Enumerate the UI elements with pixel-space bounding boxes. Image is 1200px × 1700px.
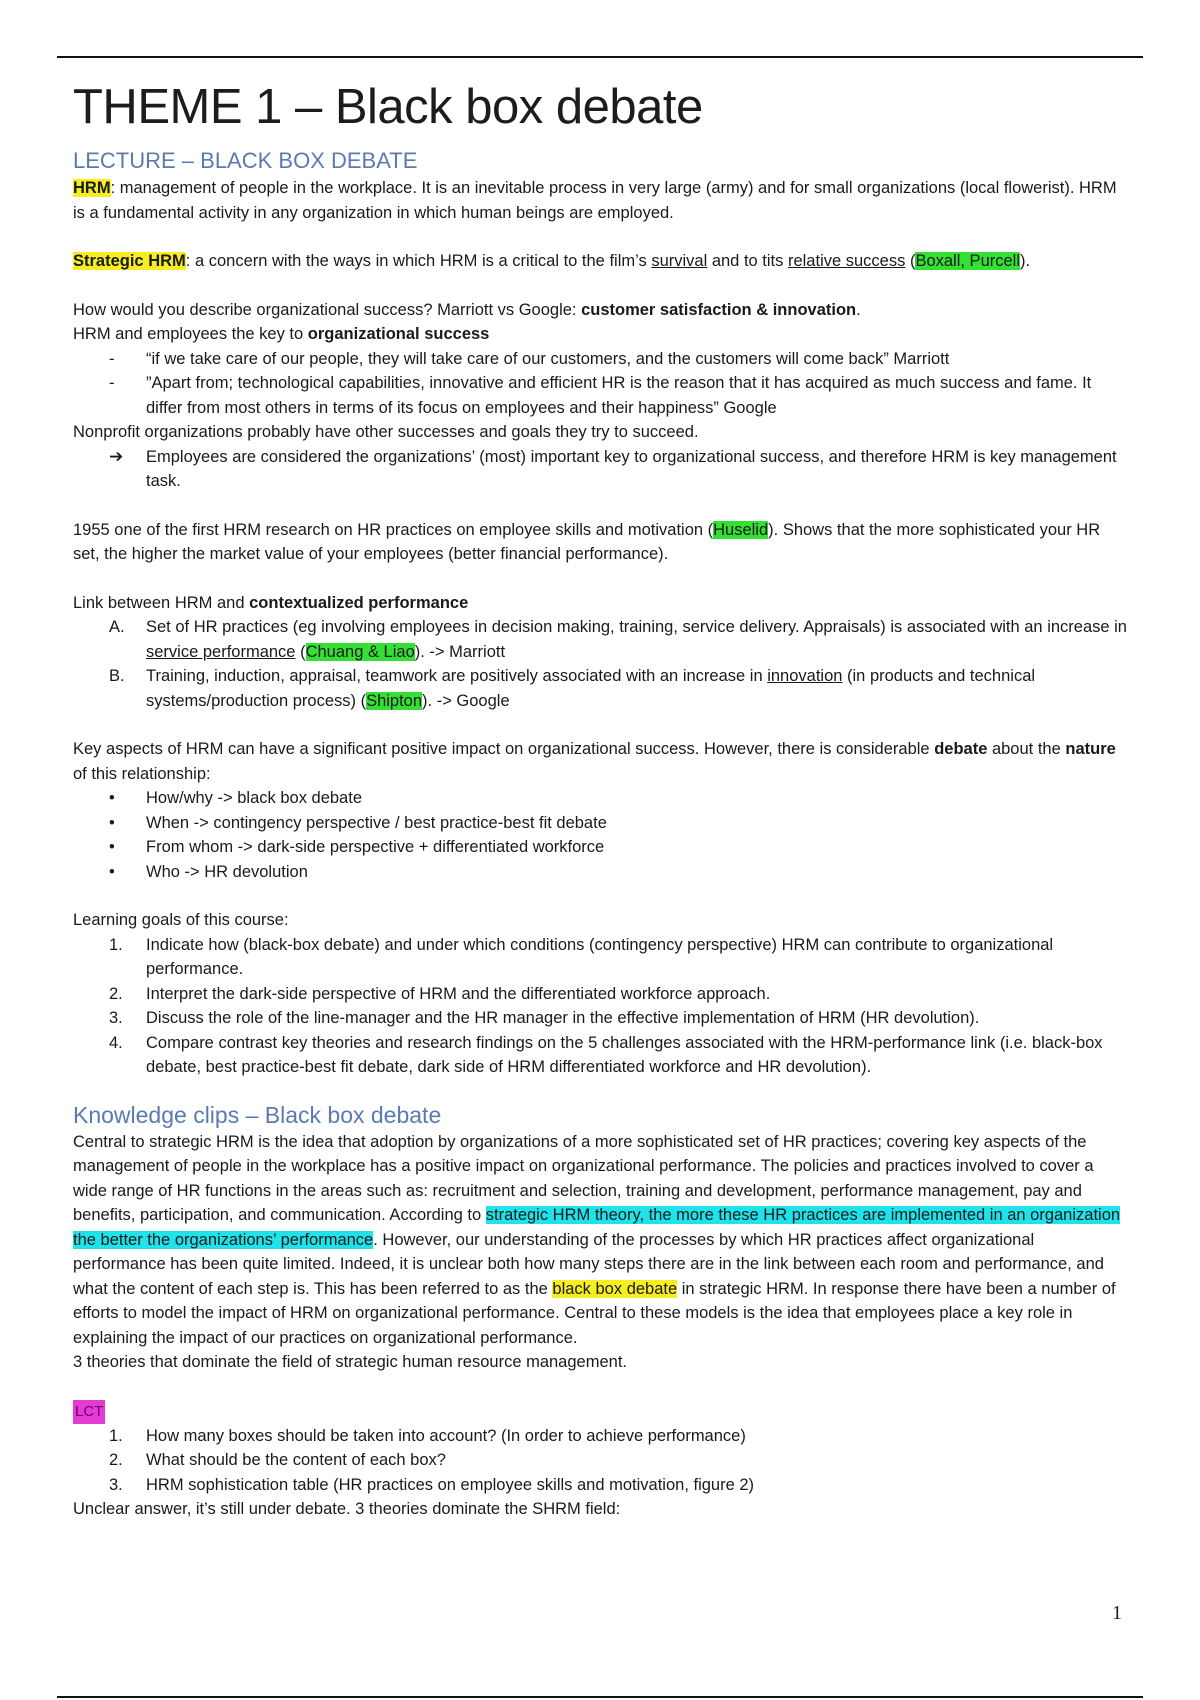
text-span: ). xyxy=(1020,252,1031,270)
list-marker: B. xyxy=(109,667,125,685)
bullet-icon: • xyxy=(109,862,115,881)
text-span: ). Shows that the more sophisticated your HR set, the higher the market value of your employees (better financial performance). xyxy=(73,520,1101,563)
text-span: How would you describe organizational success? Marriott vs Google: xyxy=(73,300,582,319)
list-item-text: ”Apart from; technological capabilities, innovative and efficient HR is the reason that it has acquired as much success and fame. It differ from most others in terms of its focus on employees and their happiness” Google xyxy=(146,374,1092,417)
list-item xyxy=(73,615,1128,664)
goal-item xyxy=(73,1031,1128,1080)
knowledge-clips-paragraph xyxy=(73,1130,1128,1351)
lct-label-line xyxy=(73,1399,1128,1424)
arrow-list-item xyxy=(73,445,1128,494)
huselid-paragraph xyxy=(73,518,1128,567)
bold-text: contextualized performance xyxy=(249,593,469,612)
lct-item xyxy=(73,1473,1128,1498)
contextualized-performance-line xyxy=(73,591,1128,616)
list-marker: 1. xyxy=(109,935,123,954)
hrm-definition xyxy=(73,176,1128,225)
strategic-hrm-term: Strategic HRM xyxy=(73,252,186,270)
text-span: (in products and technical systems/production process) ( xyxy=(146,667,1036,710)
list-marker: 2. xyxy=(109,984,123,1003)
list-item-text: From whom -> dark-side perspective + differentiated workforce xyxy=(146,838,605,856)
yellow-highlight: black box debate xyxy=(552,1279,678,1298)
text-span: ). -> Marriott xyxy=(414,642,506,661)
text-span: . However, our understanding of the processes by which HR practices affect organizational performance has been quite limited. Indeed, it is unclear both how many steps there are in the link between each room and performance, and what the content of each step is. This has been referred to as the xyxy=(73,1230,1104,1298)
lecture-heading: LECTURE – BLACK BOX DEBATE xyxy=(73,148,418,173)
list-marker: 4. xyxy=(109,1033,123,1052)
list-item-text: When -> contingency perspective / best practice-best fit debate xyxy=(146,813,607,832)
list-item-text: Discuss the role of the line-manager and the HR manager in the effective implementation of HRM (HR devolution). xyxy=(146,1009,980,1027)
bullet-item xyxy=(73,835,1128,860)
list-item-text: HRM sophistication table (HR practices on employee skills and motivation, figure 2) xyxy=(146,1475,755,1494)
bullet-icon: • xyxy=(109,838,115,856)
text-span: ( xyxy=(905,252,916,270)
goal-item xyxy=(73,1006,1128,1031)
list-item-text: How/why -> black box debate xyxy=(146,789,362,807)
page-number: 1 xyxy=(1112,1602,1122,1624)
bullet-icon: • xyxy=(109,789,115,807)
bold-text: nature xyxy=(1065,740,1116,758)
text-span: . xyxy=(856,300,861,319)
page-title: THEME 1 – Black box debate xyxy=(73,80,703,134)
text-span: Central to strategic HRM is the idea that adoption by organizations of a more sophisticated set of HR practices; covering key aspects of the management of people in the workplace has a positive impact on organizational performance. The policies and practices involved to cover a wide range of HR functions in the areas such as: recruitment and selection, training and development, performance management, pay and benefits, participation, and communication. According to xyxy=(73,1132,1094,1224)
hrm-term: HRM xyxy=(73,179,111,197)
list-item-text: Who -> HR devolution xyxy=(146,862,308,881)
bullet-item xyxy=(73,811,1128,836)
goal-item xyxy=(73,982,1128,1007)
underlined-text: survival xyxy=(651,252,708,270)
list-item-text: “if we take care of our people, they will take care of our customers, and the customers will come back” Marriott xyxy=(146,349,950,368)
underlined-text: service performance xyxy=(146,642,296,661)
list-item-text: How many boxes should be taken into account? (In order to achieve performance) xyxy=(146,1426,746,1445)
bold-text: debate xyxy=(934,740,988,758)
text-span: Set of HR practices (eg involving employees in decision making, training, service delivery. Appraisals) is associated with an increase in xyxy=(146,618,1127,636)
citation-highlight: Boxall, Purcell xyxy=(915,252,1020,270)
top-rule xyxy=(57,56,1143,58)
strategic-hrm-definition xyxy=(73,249,1128,274)
list-item-text: Employees are considered the organizations’ (most) important key to organizational success, and therefore HRM is key management task. xyxy=(146,447,1117,490)
underlined-text: innovation xyxy=(767,667,843,685)
knowledge-clips-heading: Knowledge clips – Black box debate xyxy=(73,1101,442,1128)
text-span: : a concern with the ways in which HRM is a critical to the film’s xyxy=(185,252,652,270)
goal-item xyxy=(73,933,1128,982)
document-body xyxy=(73,76,1128,1522)
lct-item xyxy=(73,1424,1128,1449)
hrm-definition-text: : management of people in the workplace. It is an inevitable process in very large (army) and for small organizations (local flowerist). HRM is a fundamental activity in any organization in which human beings are employed. xyxy=(73,179,1117,222)
text-span: Key aspects of HRM can have a significant positive impact on organizational success. However, there is considerable xyxy=(73,740,935,758)
text-span: and to tits xyxy=(707,252,788,270)
learning-goals-intro: Learning goals of this course: xyxy=(73,911,289,929)
text-span: HRM and employees the key to xyxy=(73,325,308,343)
list-item xyxy=(73,664,1128,713)
bold-text: customer satisfaction & innovation xyxy=(581,300,857,319)
list-item-text: Indicate how (black-box debate) and under which conditions (contingency perspective) HRM can contribute to organizational performance. xyxy=(146,935,1054,978)
dash-marker: - xyxy=(109,374,115,392)
bullet-item xyxy=(73,786,1128,811)
list-marker: 1. xyxy=(109,1426,123,1445)
text-span: 1955 one of the first HRM research on HR practices on employee skills and motivation ( xyxy=(73,520,714,539)
dash-marker: - xyxy=(109,349,115,368)
underlined-text: relative success xyxy=(787,252,906,270)
list-marker: 2. xyxy=(109,1451,123,1469)
citation-highlight: Huselid xyxy=(713,520,769,539)
text-span: ). -> Google xyxy=(422,691,510,710)
text-span: Training, induction, appraisal, teamwork are positively associated with an increase in xyxy=(146,667,768,685)
citation-highlight: Chuang & Liao xyxy=(305,642,415,661)
bullet-item xyxy=(73,860,1128,885)
text-span: of this relationship: xyxy=(73,764,211,783)
citation-highlight: Shipton xyxy=(366,691,423,710)
hrm-key-line xyxy=(73,322,1128,347)
text-span: Link between HRM and xyxy=(73,593,250,612)
text-span: ( xyxy=(295,642,306,661)
three-theories-line: 3 theories that dominate the field of strategic human resource management. xyxy=(73,1353,627,1371)
list-item-text: Compare contrast key theories and research findings on the 5 challenges associated with the HRM-performance link (i.e. black-box debate, best practice-best fit debate, dark side of HRM differentiated workforce and HR devolution). xyxy=(146,1033,1103,1076)
text-span: about the xyxy=(987,740,1066,758)
list-item-text: What should be the content of each box? xyxy=(146,1451,446,1469)
list-marker: A. xyxy=(109,618,125,636)
cyan-highlight: strategic HRM theory, the more these HR practices are implemented in an organization the better the organizations’ performance xyxy=(73,1206,1121,1249)
list-marker: 3. xyxy=(109,1475,123,1494)
key-aspects-paragraph xyxy=(73,737,1128,786)
bottom-rule xyxy=(57,1696,1143,1698)
text-span: in strategic HRM. In response there have been a number of efforts to model the impact of HRM on organizational performance. Central to these models is the idea that employees place a key role in explaining the impact of our practices on organizational performance. xyxy=(73,1279,1116,1347)
bold-text: organizational success xyxy=(307,325,490,343)
lct-item xyxy=(73,1448,1128,1473)
arrow-icon: ➔ xyxy=(109,446,124,466)
final-line: Unclear answer, it’s still under debate. 3 theories dominate the SHRM field: xyxy=(73,1500,621,1518)
org-success-question xyxy=(73,298,1128,323)
lct-label: LCT xyxy=(73,1400,105,1424)
list-item xyxy=(73,371,1128,420)
list-item xyxy=(73,347,1128,372)
list-item-text: Interpret the dark-side perspective of HRM and the differentiated workforce approach. xyxy=(146,984,771,1003)
nonprofit-line: Nonprofit organizations probably have other successes and goals they try to succeed. xyxy=(73,423,699,441)
list-marker: 3. xyxy=(109,1009,123,1027)
bullet-icon: • xyxy=(109,813,115,832)
